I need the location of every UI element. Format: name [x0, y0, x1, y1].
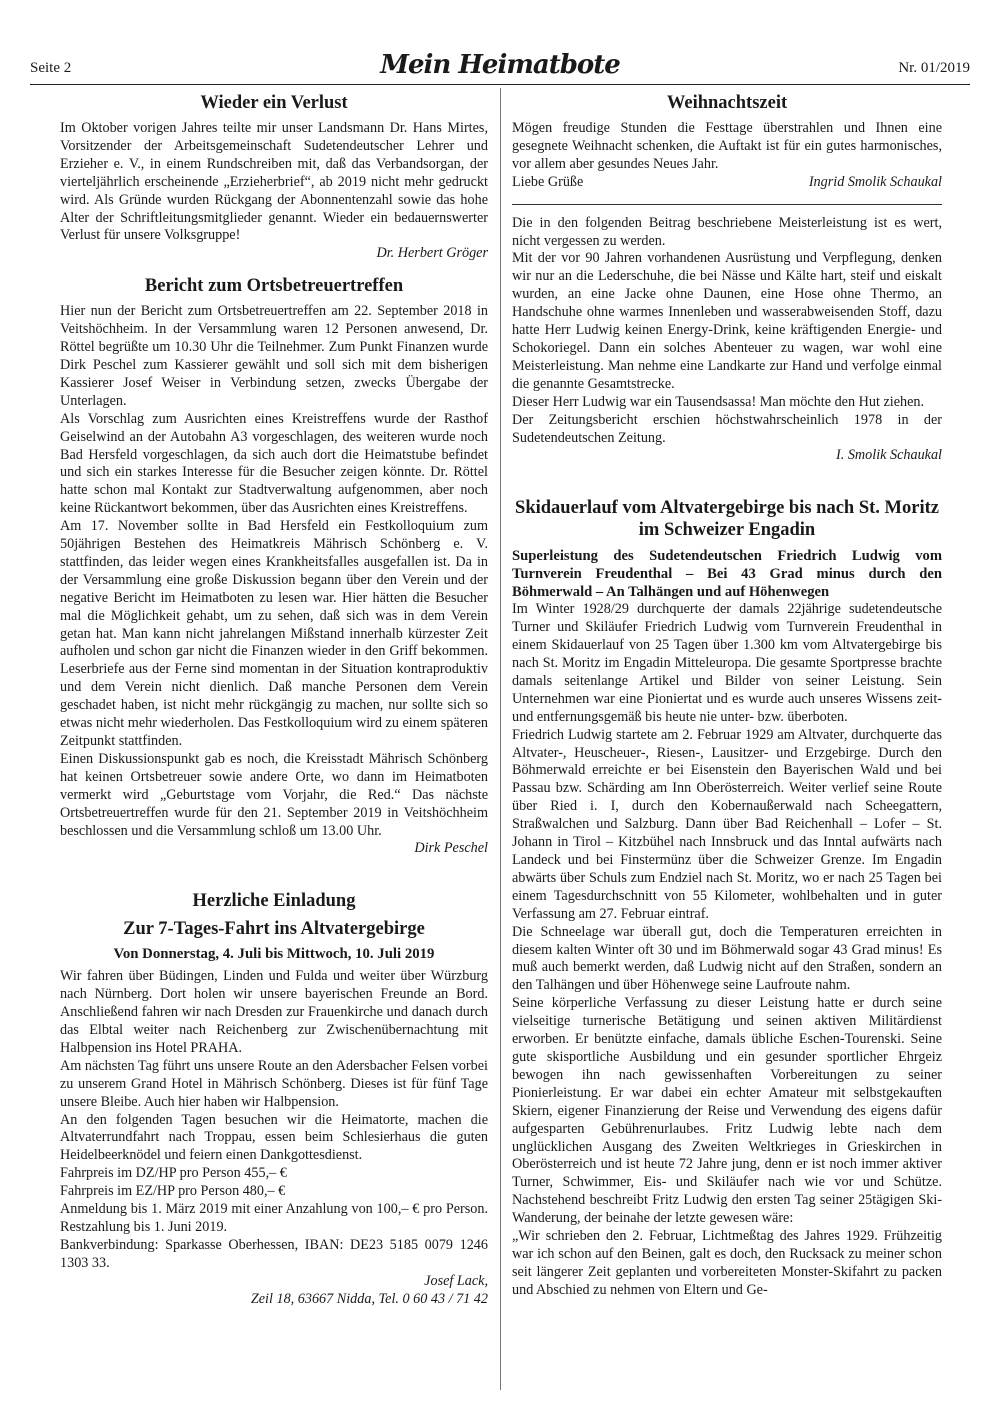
column-divider: [500, 88, 501, 1390]
article-skidauerlauf: [512, 497, 942, 1299]
article-ortsbetreuertreffen: [60, 275, 488, 858]
price-single-room: Fahrpreis im EZ/HP pro Person 480,– €: [60, 1183, 286, 1200]
article-author: Josef Lack,: [424, 1272, 488, 1289]
article-paragraph: Mit der vor 90 Jahren vorhandenen Ausrüstung und Verpflegung, denken wir nur an die Lederschuhe, die bei Nässe und Kälte hart, steif und eiskalt wurden, an eine Jacke ohne Daunen, eine Hose ohne Thermo, an Handschuhe ohne warmes Innenleben und wasserabweisenden Stoff, dazu hatte Herr Ludwig keinen Energy-Drink, keine kräftigenden Energie- und Schokoriegel. Dann ein solches Abenteuer zu wagen, war wohl eine Meisterleistung. Man nehme eine Landkarte zur Hand und verfolge einmal die genannte Gesamtstrecke.: [512, 250, 942, 392]
header-rule: [30, 84, 970, 85]
author-address: Zeil 18, 63667 Nidda, Tel. 0 60 43 / 71 42: [250, 1290, 488, 1307]
article-paragraph: „Wir schrieben den 2. Februar, Lichtmeßtag des Jahres 1929. Frühzeitig war ich schon auf den Beinen, galt es doch, den Rucksack zu meiner schon seit längerer Zeit geplanten und vorbereiteten Monster-Skifahrt zu packen und Abschied zu nehmen von Eltern und Ge-: [512, 1228, 942, 1298]
article-wieder-ein-verlust: [60, 92, 488, 263]
greeting: Liebe Grüße: [512, 173, 584, 190]
article-body: Mögen freudige Stunden die Festtage überstrahlen und Ihnen eine gesegnete Weihnacht schenken, die Auftakt ist für ein gutes harmonisches, vor allem aber gesundes Neues Jahr.: [512, 120, 942, 172]
article-paragraph: Am 17. November sollte in Bad Hersfeld ein Festkolloquium zum 50jährigen Bestehen des Heimatkreis Mährisch Schönberg e. V. stattfinden, das leider wegen eines Krankheitsfalles ausgefallen ist. Da in der Versammlung eine große Diskussion begann über den Verein und der negative Bericht im Heimatboten zu lesen war. Hier hätten die Besucher mal die Möglichkeit gehabt, um zu sehen, daß sich was in dem Verein getan hat. Man kann nicht jahrelangen Mißstand innerhalb kürzester Zeit aufholen und schon gar nicht die Finanzen wieder in den Griff bekommen. Leserbriefe aus der Ferne sind momentan in der Situation kontraproduktiv und dem Verein nicht dienlich. Daß manche Personen dem Verein geschadet haben, ist nicht mehr rückgängig zu machen, nur sollte sich so etwas nicht mehr wiederholen. Das Festkolloquium wird zu einem späteren Zeitpunkt stattfinden.: [60, 518, 488, 749]
article-einladung: [60, 890, 488, 1308]
left-column: [60, 92, 488, 1392]
article-paragraph: Im Winter 1928/29 durchquerte der damals 22jährige sudetendeutsche Turner und Skiläufer Friedrich Ludwig vom Turnverein Freudenthal in einem Skidauerlauf von 25 Tagen über 1.300 km vom Altvatergebirge bis nach St. Moritz im Engadin Mitteleuropa. Die gesamte Sportpresse brachte damals seitenlange Artikel und Bilder von seiner Leistung. Sein Unternehmen war eine Pioniertat und es wurde auch unseres Wissens zeit- und entfernungsgemäß bis heute nie unter- bzw. überboten.: [512, 601, 942, 725]
article-meisterleistung: [512, 215, 942, 466]
article-weihnachtszeit: [512, 92, 942, 192]
article-paragraph: An den folgenden Tagen besuchen wir die Heimatorte, machen die Altvaterrundfahrt nach Troppau, essen beim Schlesierhaus die guten Heidelbeerknödel und feiern einen Dankgottesdienst.: [60, 1111, 488, 1164]
page-number: Seite 2: [30, 60, 72, 76]
article-paragraph: Die in den folgenden Beitrag beschriebene Meisterleistung ist es wert, nicht vergessen zu werden.: [512, 214, 942, 249]
section-rule: [512, 204, 942, 205]
price-double-room: Fahrpreis im DZ/HP pro Person 455,– €: [60, 1165, 287, 1182]
article-paragraph: Friedrich Ludwig startete am 2. Februar 1929 am Altvater, durchquerte das Altvater-, Heuscheuer-, Riesen-, Lausitzer- und Erzgebirge. Durch den Böhmerwald erreichte er bei Eisenstein den Bayerischen Wald und bei Passau bzw. Schärding am Inn Oberösterreich. Weiter verlief seine Route über Ried i. I, durch den Kobernaußerwald nach Scheegattern, Straßwalchen und Salzburg. Dann über Bad Reichenhall – Lofer – St. Johann in Tirol – Kitzbühel nach Innsbruck und das Inntal aufwärts nach Landeck und bei Finstermünz über die Schweizer Grenze. Im Engadin abwärts über Schuls zum Endziel nach St. Moritz, wo er nach 25 Tagen bei einem Tagesdurchschnitt von 55 Kilometer, wohlbehalten und in guter Verfassung am 27. Februar eintraf.: [512, 726, 942, 922]
bank-details: Bankverbindung: Sparkasse Oberhessen, IBAN: DE23 5185 0079 1246 1303 33.: [60, 1236, 488, 1271]
article-paragraph: Am nächsten Tag führt uns unsere Route an den Adersbacher Felsen vorbei zu unserem Grand Hotel in Mährisch Schönberg. Dieses ist für fünf Tage unsere Bleibe. Auch hier haben wir Halbpension.: [60, 1057, 488, 1110]
greeting-line: [512, 174, 942, 192]
article-author: Dirk Peschel: [414, 840, 488, 857]
article-title-second: Zur 7-Tages-Fahrt ins Altvatergebirge: [123, 919, 425, 940]
right-column: [512, 92, 942, 1392]
masthead-logo: Mein Heimatbote: [380, 50, 620, 80]
article-paragraph: Die Schneelage war überall gut, doch die Temperaturen erreichten in diesem kalten Winter oft 30 und im Böhmerwald sogar 43 Grad minus! Es muß auch bemerkt werden, daß Ludwig nicht auf den Straßen, sondern an den Talhängen und über Höhenwege seine Laufroute nahm.: [512, 923, 942, 994]
signup-info: Anmeldung bis 1. März 2019 mit einer Anzahlung von 100,– € pro Person. Restzahlung bis 1. Juni 2019.: [60, 1201, 488, 1235]
article-title: Skidauerlauf vom Altvatergebirge bis nach St. Moritz im Schweizer Engadin: [515, 498, 939, 541]
article-paragraph: Einen Diskussionspunkt gab es noch, die Kreisstadt Mährisch Schönberg hat keinen Ortsbetreuer sowie andere Orte, wo dann im Heimatboten vermerkt wird „Geburtstage vom Vorjahr, die Red.“ Das nächste Ortsbetreuertreffen wurde für den 21. September 2019 in Veitshöchheim beschlossen und die Versammlung schloß um 13.00 Uhr.: [60, 750, 488, 839]
page-header: [30, 50, 970, 86]
issue-number: Nr. 01/2019: [898, 60, 970, 76]
article-title: Weihnachtszeit: [666, 93, 788, 113]
article-paragraph: Hier nun der Bericht zum Ortsbetreuertreffen am 22. September 2018 in Veitshöchheim. In der Versammlung waren 12 Personen anwesend, Dr. Röttel begrüßte um 10.30 Uhr die Teilnehmer. Zum Punkt Finanzen wurde Dirk Peschel zum Kassierer gewählt und soll sich mit dem bisherigen Kassierer Josef Weiser in Verbindung setzen, zwecks Übergabe der Unterlagen.: [60, 303, 488, 409]
article-author: Dr. Herbert Gröger: [376, 245, 488, 262]
article-paragraph: Der Zeitungsbericht erschien höchstwahrscheinlich 1978 in der Sudetendeutschen Zeitung.: [512, 411, 942, 446]
article-title: Bericht zum Ortsbetreuertreffen: [144, 276, 404, 297]
article-author: Ingrid Smolik Schaukal: [808, 173, 942, 190]
article-author: I. Smolik Schaukal: [836, 447, 942, 464]
article-title: Wieder ein Verlust: [200, 93, 348, 113]
article-subtitle: Superleistung des Sudetendeutschen Friedrich Ludwig vom Turnverein Freudenthal – Bei 43 Grad minus durch den Böhmerwald – An Talhängen und auf Höhenwegen: [512, 548, 942, 601]
article-paragraph: Seine körperliche Verfassung zu dieser Leistung hatte er durch seine vielseitige turnerische Betätigung und seinen aktiven Militärdienst erworben. Er benützte einfache, damals übliche Eschen-Tourenski. Seine gute skisportliche Ausbildung und ein gesunder sportlicher Ehrgeiz bewogen ihn nach gewissenhaften Vorbereitungen zu seiner Pionierleistung. Er war dabei ein echter Amateur mit selbstgekauften Skiern, eigener Finanzierung der Reise und Verwendung des eigens dafür aufgesparten Gebührenurlaubes. Fritz Ludwig lebte nach dem unglücklichen Ausgang des Zweiten Weltkrieges in Grieskirchen in Oberösterreich und ist heute 72 Jahre jung, denn er ist noch immer aktiver Turner, Schwimmer, Eis- und Skiläufer nach wie vor und Schütze. Nachstehend beschreibt Fritz Ludwig den ersten Tag seiner 25tägigen Ski-Wanderung, der beinahe der letzte gewesen wäre:: [512, 995, 942, 1227]
article-paragraph: Dieser Herr Ludwig war ein Tausendsassa! Man möchte den Hut ziehen.: [512, 393, 925, 410]
article-paragraph: Wir fahren über Büdingen, Linden und Fulda und weiter über Würzburg nach Nürnberg. Dort holen wir unsere bayerischen Freunde an Bord. Anschließend fahren wir nach Dresden zur Frauenkirche und danach durch das Elbtal weiter nach Reichenberg zur Zwischenübernachtung mit Halbpension ins Hotel PRAHA.: [60, 968, 488, 1056]
article-paragraph: Als Vorschlag zum Ausrichten eines Kreistreffens wurde der Rasthof Geiselwind an der Autobahn A3 vorgeschlagen, des weiteren wurde noch Bad Hersfeld vorgeschlagen, da sich auch dort die Heimatstube befindet und sich ein starkes Interesse für die Besucher zeigen könnte. Dr. Röttel hatte schon mal Kontakt zur Stadtverwaltung aufgenommen, aber noch keine Rückantwort bekommen, über das Ausrichten eines Kreistreffens.: [60, 410, 488, 517]
article-subtitle: Von Donnerstag, 4. Juli bis Mittwoch, 10. Juli 2019: [113, 946, 435, 963]
article-body: Im Oktober vorigen Jahres teilte mir unser Landsmann Dr. Hans Mirtes, Vorsitzender der Arbeitsgemeinschaft Sudetendeutscher Lehrer und Erzieher e. V., in einem Rundschreiben mit, daß das Verbandsorgan, der vierteljährlich erscheinende „Erzieherbrief“, ab 2019 nicht mehr gedruckt wird. Als Gründe wurden Rückgang der Abonnentenzahl sowie das hohe Alter der Schriftleitungsmitglieder genannt. Wieder ein bedauernswerter Verlust für unsere Volksgruppe!: [60, 120, 488, 244]
article-title: Herzliche Einladung: [192, 891, 356, 912]
